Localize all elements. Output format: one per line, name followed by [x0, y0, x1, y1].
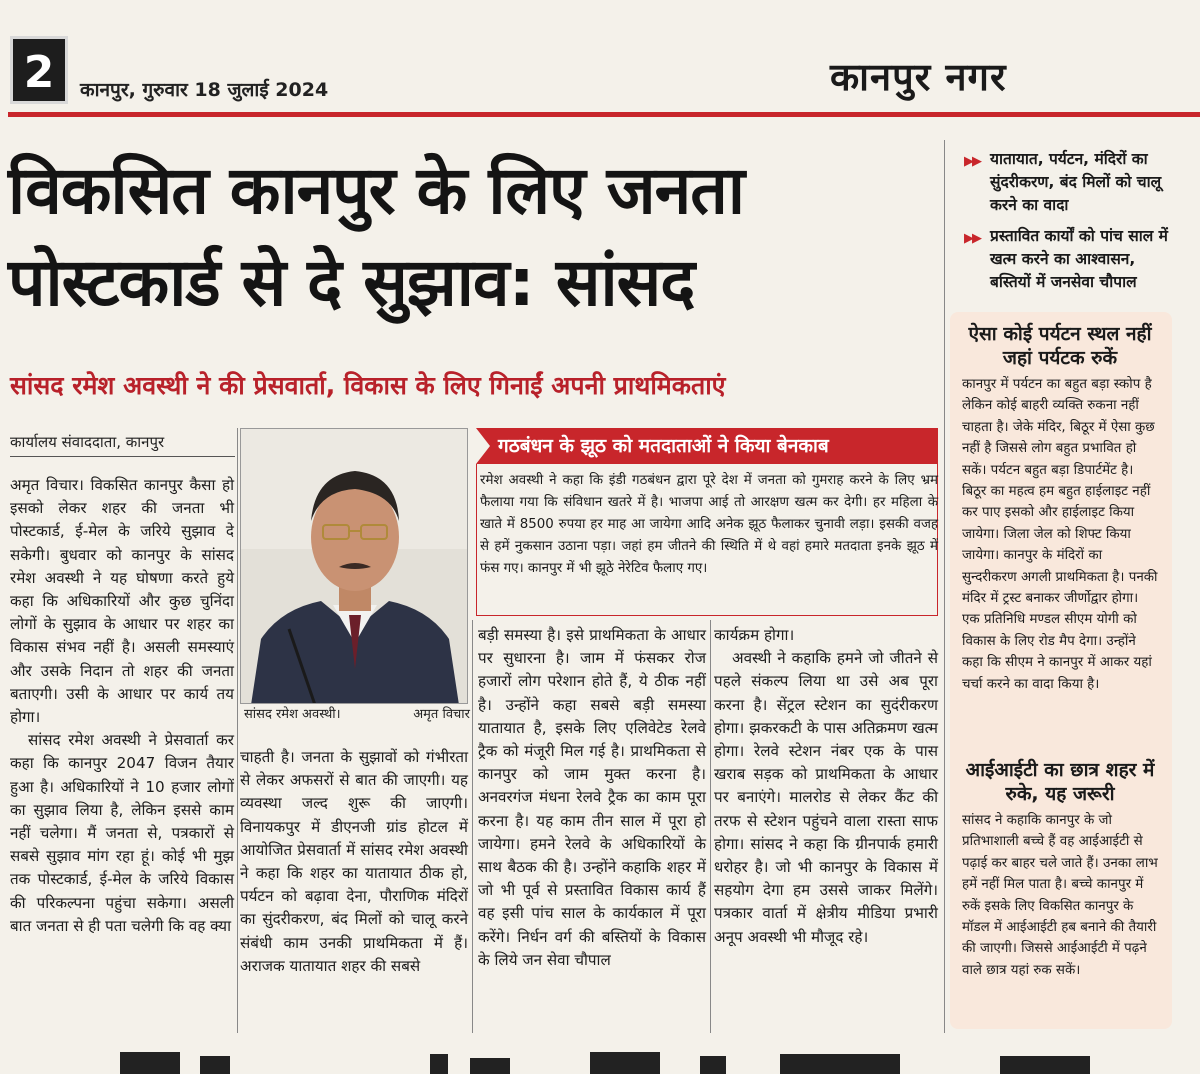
column-divider — [710, 620, 711, 1033]
highlight-item — [958, 148, 1180, 217]
box-body: रमेश अवस्थी ने कहा कि इंडी गठबंधन द्वारा पूरे देश में जनता को गुमराह करने के लिए भ्रम फैलाया गया कि संविधान खतरे में है। भाजपा आई तो आरक्षण खत्म कर देगी। हर महिला के खाते में 8500 रुपया हर माह आ जायेगा आदि अनेक झूठ फैलाकर चुनावी लड़ा। इसकी वजह से हमें नुकसान उठाना पड़ा। जहां हम जीतने की स्थिति में थे वहां हमारे मतदाता इनके झूठ में फंस गए। कानपुर में भी झूठे नेरेटिव फैलाए गए। — [480, 473, 938, 576]
cropped-neighbour-column — [1180, 160, 1200, 1040]
photo-credit: अमृत विचार — [413, 707, 470, 722]
article-paragraph: अवस्थी ने कहाकि हमने जो जीतने से पहले संकल्प लिया था उसे अब पूरा करना है। सेंट्रल स्टेशन का सुदंरीकरण होगा। झकरकटी के पास अतिक्रमण खत्म होगा। रेलवे स्टेशन नंबर एक के पास खराब सड़क को प्राथमिकता के आधार पर बनाएंगे। मालरोड से लेकर कैंट की तरफ से स्टेशन पहुंचने वाला रास्ता साफ होगा। सांसद ने कहा कि ग्रीनपार्क हमारी धरोहर है। जो भी कानपुर के विकास में सहयोग देगा हम उससे जाकर मिलेंगे। पत्रकार वार्ता में क्षेत्रीय मीडिया प्रभारी अनूप अवस्थी भी मौजूद रहे। — [714, 649, 938, 946]
heading-arrow-icon — [476, 428, 490, 464]
dateline: कानपुर, गुरुवार 18 जुलाई 2024 — [80, 79, 329, 101]
sidebar-heading-2: आईआईटी का छात्र शहर में रुके, यह जरूरी — [965, 759, 1155, 805]
article-paragraph: अमृत विचार। विकसित कानपुर कैसा हो इसको लेकर शहर की जनता भी पोस्टकार्ड, ई-मेल के जरिये सुझाव दे सकेगी। बुधवार को कानपुर के सांसद रमेश अवस्थी ने यह घोषणा करते हुये कहा कि अधिकारियों और कुछ चुनिंदा लोगों के सुझाव के आधार पर शहर का विकास संभव नहीं है। असली समस्याएं और उसके निदान तो शहर की जनता बताएगी। उसी के आधार पर कार्य तय होगा। — [10, 476, 234, 727]
sidebar-text-1: कानपुर में पर्यटन का बहुत बड़ा स्कोप है लेकिन कोई बाहरी व्यक्ति रुकना नहीं चाहता है। जेके मंदिर, बिठूर में ऐसा कुछ नहीं है जिससे लोग बहुत प्रभावित हो सकें। पर्यटन बहुत बड़ा डिपार्टमेंट है। बिठूर का महत्व हम बहुत हाईलाइट नहीं कर पाए इसको और हाईलाइट किया जायेगा। जिला जेल को शिफ्ट किया जायेगा। कानपुर के मंदिरों का सुन्दरीकरण अगली प्राथमिकता है। पनकी मंदिर में ट्रस्ट बनाकर जीर्णोद्वार होगा। एक प्रतिनिधि मण्डल सीएम योगी को विकास के लिए रोड मैप देगा। उन्होंने कहा कि सीएम ने कानपुर में आकर यहां चर्चा करने का वादा किया है। — [962, 377, 1158, 692]
article-paragraph: कार्यक्रम होगा। — [714, 626, 795, 644]
double-arrow-icon: ▶▶ — [964, 154, 980, 169]
highlight-text: प्रस्तावित कार्यों को पांच साल में खत्म करने का आश्वासन, बस्तियों में जनसेवा चौपाल — [990, 227, 1168, 291]
double-arrow-icon: ▶▶ — [964, 231, 980, 246]
headline-line-1: विकसित कानपुर के लिए जनता — [8, 152, 744, 229]
cropped-text-fragments — [0, 1044, 1200, 1074]
cropped-bottom-headline — [0, 1044, 1200, 1074]
caption-text: सांसद रमेश अवस्थी। — [244, 707, 341, 722]
sidebar-text-2: सांसद ने कहाकि कानपुर के जो प्रतिभाशाली बच्चे हैं वह आईआईटी से पढ़ाई कर बाहर चले जाते हैं। उनका लाभ हमें नहीं मिल पाता है। बच्चे कानपुर में रुकें इसके लिए विकसित कानपुर के मॉडल में आईआईटी हब बनाने की तैयारी की जाएगी। जिससे आईआईटी में पढ़ने वाले छात्र यहां रुक सकें। — [962, 813, 1158, 978]
portrait-photo — [240, 428, 468, 704]
section-title: कानपुर नगर — [830, 55, 1007, 99]
subheadline: सांसद रमेश अवस्थी ने की प्रेसवार्ता, विकास के लिए गिनाईं अपनी प्राथमिकताएं — [10, 371, 726, 400]
article-paragraph: सांसद रमेश अवस्थी ने प्रेसवार्ता कर कहा कि कानपुर 2047 विजन तैयार हुआ है। अधिकारियों ने 10 हजार लोगों का सुझाव लिया है, लेकिन इससे काम नहीं चलेगा। मैं जनता से, पत्रकारों से सबसे सुझाव मांग रहा हूं। कोई भी मुझ तक पोस्टकार्ड, ई-मेल के जरिये विकास की परिकल्पना पहुंचा सकेगा। असली बात जनता से ही पता चलेगी कि वह क्या — [10, 731, 234, 935]
article-column-4 — [714, 624, 938, 949]
column-divider — [237, 428, 238, 1033]
article-paragraph: चाहती है। जनता के सुझावों को गंभीरता से लेकर अफसरों से बात की जाएगी। यह व्यवस्था जल्द शुरू की जाएगी। विनायकपुर में डीएनजी ग्रांड होटल में आयोजित प्रेसवार्ता में सांसद रमेश अवस्थी ने कहा कि शहर का यातायात ठीक हो, पर्यटन को बढ़ावा देना, पौराणिक मंदिरों का सुंदरीकरण, बंद मिलों को चालू करने संबंधी काम उनकी प्राथमिकता में हैं। अराजक यातायात शहर की सबसे — [240, 748, 468, 975]
portrait-image — [241, 429, 468, 704]
highlight-item — [958, 225, 1180, 294]
column-divider — [944, 140, 945, 1033]
article-column-1 — [10, 474, 234, 938]
headline — [8, 145, 943, 329]
headline-line-2: पोस्टकार्ड से दे सुझाव: सांसद — [8, 244, 695, 321]
byline-rule — [10, 456, 235, 457]
box-heading — [476, 428, 938, 464]
column-divider — [472, 620, 473, 1033]
article-column-3 — [478, 624, 706, 972]
highlight-text: यातायात, पर्यटन, मंदिरों का सुंदरीकरण, बंद मिलों को चालू करने का वादा — [990, 150, 1162, 214]
page-number: 2 — [10, 36, 68, 104]
byline: कार्यालय संवाददाता, कानपुर — [10, 433, 165, 451]
photo-caption — [244, 704, 470, 722]
article-paragraph: बड़ी समस्या है। इसे प्राथमिकता के आधार पर सुधारना है। जाम में फंसकर रोज हजारों लोग परेशान होते हैं, ये ठीक नहीं है। उन्होंने कहा सबसे बड़ी समस्या यातायात है, इसके लिए एलिवेटेड रेलवे ट्रैक को मंजूरी मिल गई है। प्राथमिकता से कानपुर को जाम मुक्त करना है। अनवरगंज मंधना रेलवे ट्रैक का काम पूरा करना है। यह काम तीन साल में पूरा हो जायेगा। हमने रेलवे के अधिकारियों के साथ बैठक की है। उन्होंने कहाकि शहर में जो भी पूर्व से प्रस्तावित विकास कार्य हैं वह इसी पांच साल के कार्यकाल में पूरा करेंगे। निर्धन वर्ग की बस्तियों के विकास के लिये जन सेवा चौपाल — [478, 626, 706, 969]
header-rule — [8, 112, 1200, 117]
highlights — [958, 148, 1180, 302]
box-heading-text: गठबंधन के झूठ को मतदाताओं ने किया बेनकाब — [498, 435, 829, 457]
sidebar-heading-1: ऐसा कोई पर्यटन स्थल नहीं जहां पर्यटक रुकें — [968, 323, 1152, 369]
article-column-2 — [240, 746, 468, 978]
